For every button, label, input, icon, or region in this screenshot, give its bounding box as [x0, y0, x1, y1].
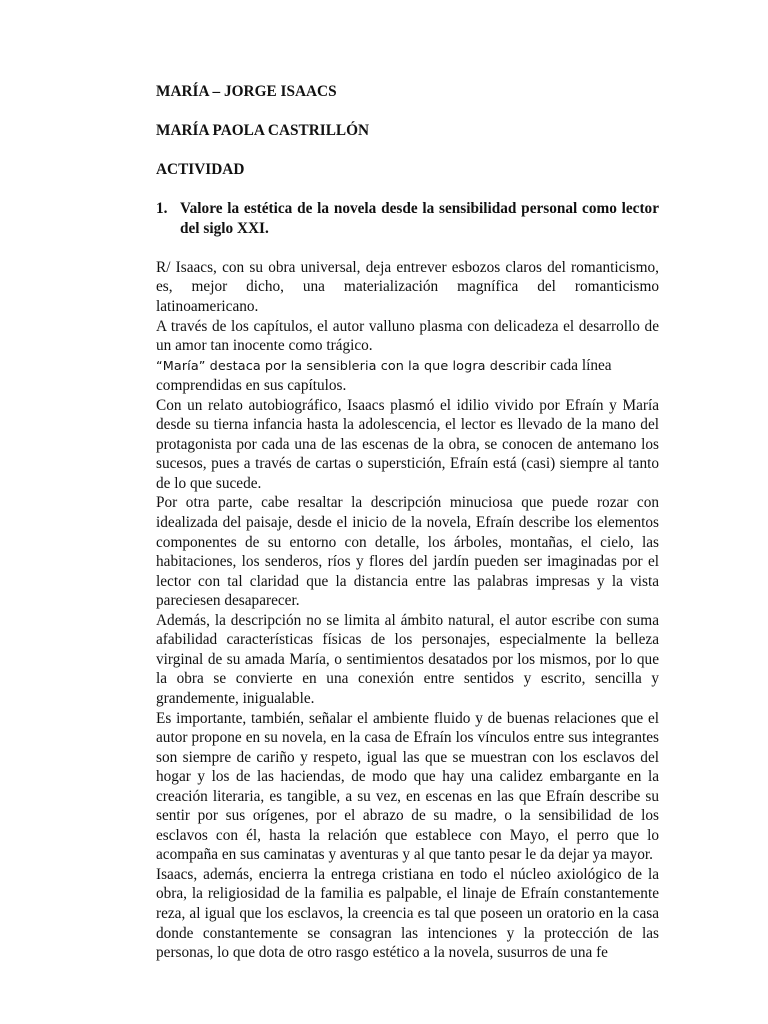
answer-paragraph: R/ Isaacs, con su obra universal, deja entrever esbozos claros del romanticismo, es, mejor dicho, una materialización magnífica del romanticismo latinoamericano. [156, 258, 659, 316]
document-author: MARÍA PAOLA CASTRILLÓN [156, 122, 370, 140]
document-page [156, 82, 659, 963]
answer-paragraph: A través de los capítulos, el autor valluno plasma con delicadeza el desarrollo de un amor tan inocente como trágico. [156, 317, 659, 355]
answer-paragraph: comprendidas en sus capítulos. [156, 377, 347, 395]
question-number: 1. [156, 200, 168, 218]
answer-paragraph: Isaacs, además, encierra la entrega cristiana en todo el núcleo axiológico de la obra, la religiosidad de la familia es palpable, el linaje de Efraín constantemente reza, al igual que los esclavos, la creencia es tal que poseen un oratorio en la casa donde constantemente se consagran las intenciones y la protección de las personas, lo que dota de otro rasgo estético a la novela, susurros de una fe [156, 865, 659, 962]
answer-paragraph: Es importante, también, señalar el ambiente fluido y de buenas relaciones que el autor propone en su novela, en la casa de Efraín los vínculos entre sus integrantes son siempre de cariño y respeto, igual las que se muestran con los esclavos del hogar y los de las haciendas, de modo que hay una calidez embargante en la creación literaria, es tangible, a su vez, en escenas en las que Efraín describe su sentir por sus orígenes, por el abrazo de su madre, o la sensibilidad de los esclavos con él, hasta la relación que establece con Mayo, el perro que lo acompaña en sus caminatas y aventuras y al que tanto pesar le da dejar ya mayor. [156, 709, 659, 864]
question-item [156, 199, 659, 238]
answer-paragraph: Con un relato autobiográfico, Isaacs plasmó el idilio vivido por Efraín y María desde su tierna infancia hasta la adolescencia, el lector es llevado de la mano del protagonista por cada una de las escenas de la obra, se conocen de antemano los sucesos, pues a través de cartas o superstición, Efraín está (casi) siempre al tanto de lo que sucede. [156, 396, 659, 492]
paragraph-rest-text: cada línea [546, 356, 612, 374]
answer-paragraph-mixed [156, 356, 659, 377]
section-heading: ACTIVIDAD [156, 161, 245, 179]
paragraph-lead-text: “María” destaca por la sensibleria con la que logra describir [156, 358, 547, 374]
answer-paragraph: Por otra parte, cabe resaltar la descripción minuciosa que puede rozar con idealizada del paisaje, desde el inicio de la novela, Efraín describe los elementos componentes de su entorno con detalle, los árboles, montañas, el cielo, las habitaciones, los senderos, ríos y flores del jardín pueden ser imaginadas por el lector con tal claridad que la distancia entre las palabras impresas y la vista pareciesen desaparecer. [156, 494, 659, 610]
answer-body [156, 258, 659, 963]
question-text: Valore la estética de la novela desde la sensibilidad personal como lector del siglo XXI. [180, 200, 659, 237]
answer-paragraph: Además, la descripción no se limita al ámbito natural, el autor escribe con suma afabilidad características físicas de los personajes, especialmente la belleza virginal de su amada María, o sentimientos desatados por los mismos, por lo que la obra se convierte en una conexión entre sentidos y escrito, sencilla y grandemente, inigualable. [156, 611, 659, 707]
document-title: MARÍA – JORGE ISAACS [156, 83, 337, 100]
